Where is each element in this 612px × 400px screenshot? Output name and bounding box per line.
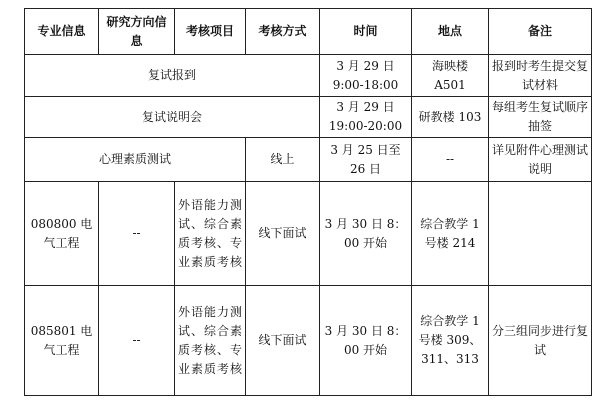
table-row: [25, 182, 592, 286]
note-cell: 每组考生复试顺序抽签: [489, 97, 592, 138]
place-cell: 综合教学 1 号楼 214: [412, 182, 489, 286]
row-title: 心理素质测试: [25, 138, 246, 182]
header-place: 地点: [412, 9, 489, 55]
table-row: [25, 97, 592, 138]
note-cell: 报到时考生提交复试材料: [489, 55, 592, 97]
header-items: 考核项目: [175, 9, 246, 55]
items-cell: 外语能力测试、综合素质考核、专业素质考核: [175, 182, 246, 286]
row-title: 复试报到: [25, 55, 320, 97]
method-cell: 线上: [246, 138, 320, 182]
header-major: 专业信息: [25, 9, 99, 55]
direction-cell: --: [99, 182, 175, 286]
place-cell: 研教楼 103: [412, 97, 489, 138]
method-cell: 线下面试: [246, 286, 320, 396]
header-time: 时间: [320, 9, 412, 55]
header-note: 备注: [489, 9, 592, 55]
row-title: 复试说明会: [25, 97, 320, 138]
place-cell: 海映楼 A501: [412, 55, 489, 97]
place-cell: --: [412, 138, 489, 182]
items-cell: 外语能力测试、综合素质考核、专业素质考核: [175, 286, 246, 396]
time-cell: 3 月 30 日 8：00 开始: [320, 182, 412, 286]
note-cell: [489, 182, 592, 286]
header-method: 考核方式: [246, 9, 320, 55]
header-row: [25, 9, 592, 55]
major-cell: 085801 电气工程: [25, 286, 99, 396]
note-cell: 详见附件心理测试说明: [489, 138, 592, 182]
time-cell: 3 月 29 日 9:00-18:00: [320, 55, 412, 97]
header-direction: 研究方向信息: [99, 9, 175, 55]
time-cell: 3 月 29 日 19:00-20:00: [320, 97, 412, 138]
table-row: [25, 55, 592, 97]
direction-cell: --: [99, 286, 175, 396]
time-cell: 3 月 25 日至 26 日: [320, 138, 412, 182]
major-cell: 080800 电气工程: [25, 182, 99, 286]
place-cell: 综合教学 1 号楼 309、311、313: [412, 286, 489, 396]
method-cell: 线下面试: [246, 182, 320, 286]
table-row: [25, 286, 592, 396]
schedule-table: [24, 8, 592, 396]
time-cell: 3 月 30 日 8：00 开始: [320, 286, 412, 396]
table-row: [25, 138, 592, 182]
note-cell: 分三组同步进行复试: [489, 286, 592, 396]
